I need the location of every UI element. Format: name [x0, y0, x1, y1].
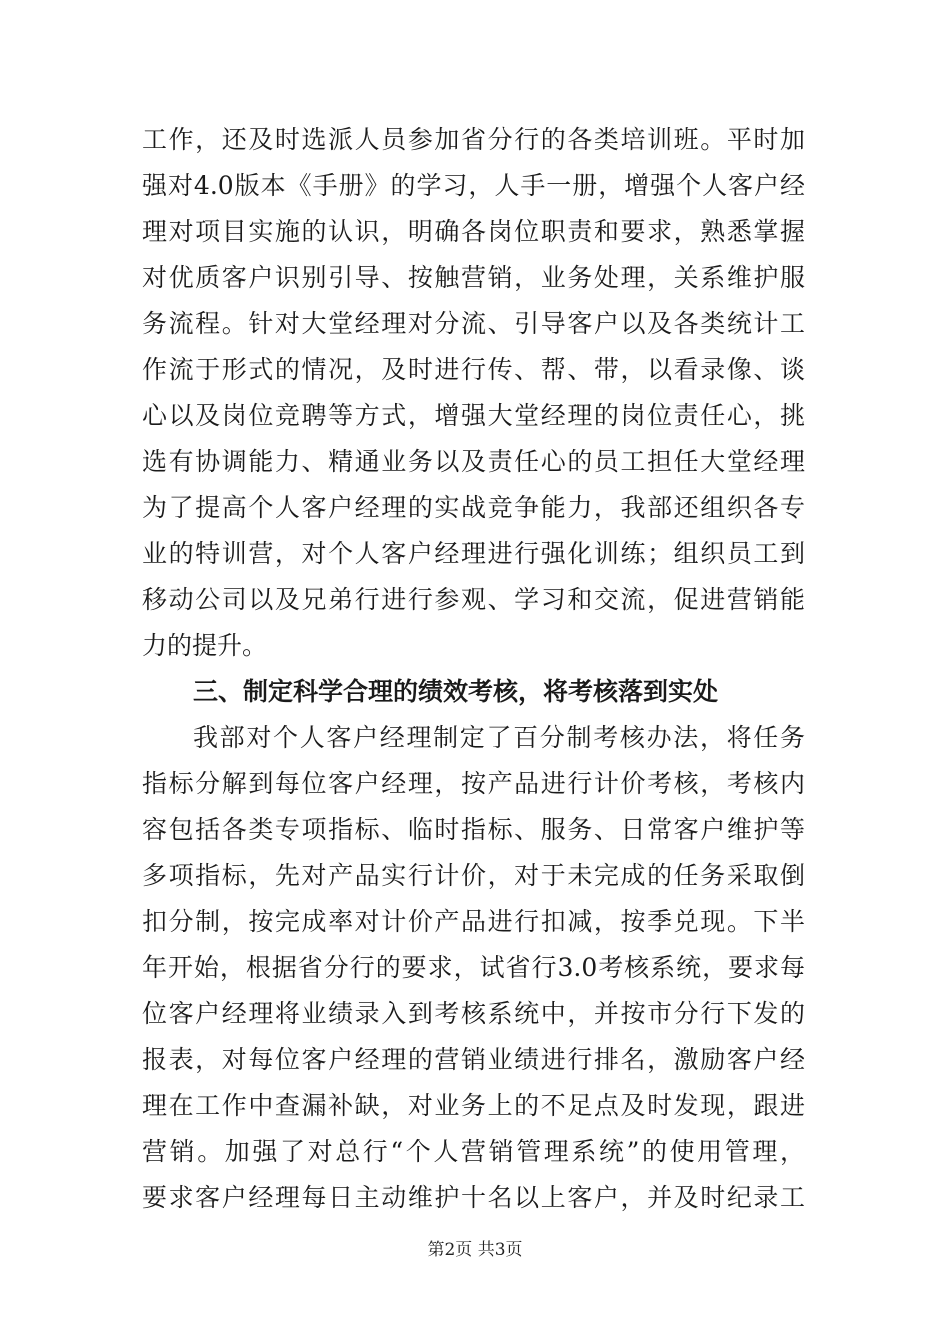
text-line: [0, 577, 950, 623]
line-text: 作流于形式的情况，及时进行传、帮、带，以看录像、谈: [142, 355, 805, 384]
text-line: [0, 531, 950, 577]
line-text: 指标分解到每位客户经理，按产品进行计价考核，考核内: [142, 769, 805, 798]
text-line: [0, 163, 950, 209]
text-line: [0, 945, 950, 991]
heading-text: 三、制定科学合理的绩效考核，将考核落到实处: [193, 677, 719, 706]
line-text: 位客户经理将业绩录入到考核系统中，并按市分行下发的: [142, 999, 805, 1028]
line-text: 力的提升。: [142, 631, 268, 660]
text-line: [0, 991, 950, 1037]
text-line: [0, 1037, 950, 1083]
line-text: 选有协调能力、精通业务以及责任心的员工担任大堂经理: [142, 447, 805, 476]
section-heading: [0, 669, 950, 715]
text-line: [0, 1175, 950, 1221]
text-line: [0, 761, 950, 807]
text-line: [0, 623, 950, 669]
line-text: 业的特训营，对个人客户经理进行强化训练；组织员工到: [142, 539, 805, 568]
text-line: [0, 485, 950, 531]
text-line: [0, 255, 950, 301]
text-line: [0, 117, 950, 163]
text-line: [0, 209, 950, 255]
line-text: 理对项目实施的认识，明确各岗位职责和要求，熟悉掌握: [142, 217, 805, 246]
text-line: [0, 853, 950, 899]
line-text: 报表，对每位客户经理的营销业绩进行排名，激励客户经: [142, 1045, 805, 1074]
page-number: 第2页 共3页: [427, 1240, 523, 1260]
text-line: [0, 393, 950, 439]
text-line: [0, 439, 950, 485]
line-text: 理在工作中查漏补缺，对业务上的不足点及时发现，跟进: [142, 1091, 805, 1120]
line-text: 多项指标，先对产品实行计价，对于未完成的任务采取倒: [142, 861, 805, 890]
text-line: [0, 715, 950, 761]
text-line: [0, 899, 950, 945]
line-text: 年开始，根据省分行的要求，试省行3.0考核系统，要求每: [142, 953, 805, 982]
line-text: 我部对个人客户经理制定了百分制考核办法，将任务: [193, 723, 805, 752]
line-text: 对优质客户识别引导、按触营销，业务处理，关系维护服: [142, 263, 805, 292]
text-line: [0, 301, 950, 347]
line-text: 强对4.0版本《手册》的学习，人手一册，增强个人客户经: [142, 171, 805, 200]
page-footer: [0, 1238, 950, 1262]
line-text: 为了提高个人客户经理的实战竞争能力，我部还组织各专: [142, 493, 805, 522]
line-text: 务流程。针对大堂经理对分流、引导客户以及各类统计工: [142, 309, 805, 338]
line-text: 营销。加强了对总行“个人营销管理系统”的使用管理，: [142, 1137, 805, 1166]
line-text: 移动公司以及兄弟行进行参观、学习和交流，促进营销能: [142, 585, 805, 614]
line-text: 心以及岗位竞聘等方式，增强大堂经理的岗位责任心，挑: [142, 401, 805, 430]
text-line: [0, 807, 950, 853]
line-text: 容包括各类专项指标、临时指标、服务、日常客户维护等: [142, 815, 805, 844]
text-line: [0, 1129, 950, 1175]
text-line: [0, 347, 950, 393]
line-text: 工作，还及时选派人员参加省分行的各类培训班。平时加: [142, 125, 805, 154]
line-text: 要求客户经理每日主动维护十名以上客户，并及时纪录工: [142, 1183, 805, 1212]
line-text: 扣分制，按完成率对计价产品进行扣减，按季兑现。下半: [142, 907, 805, 936]
text-line: [0, 1083, 950, 1129]
